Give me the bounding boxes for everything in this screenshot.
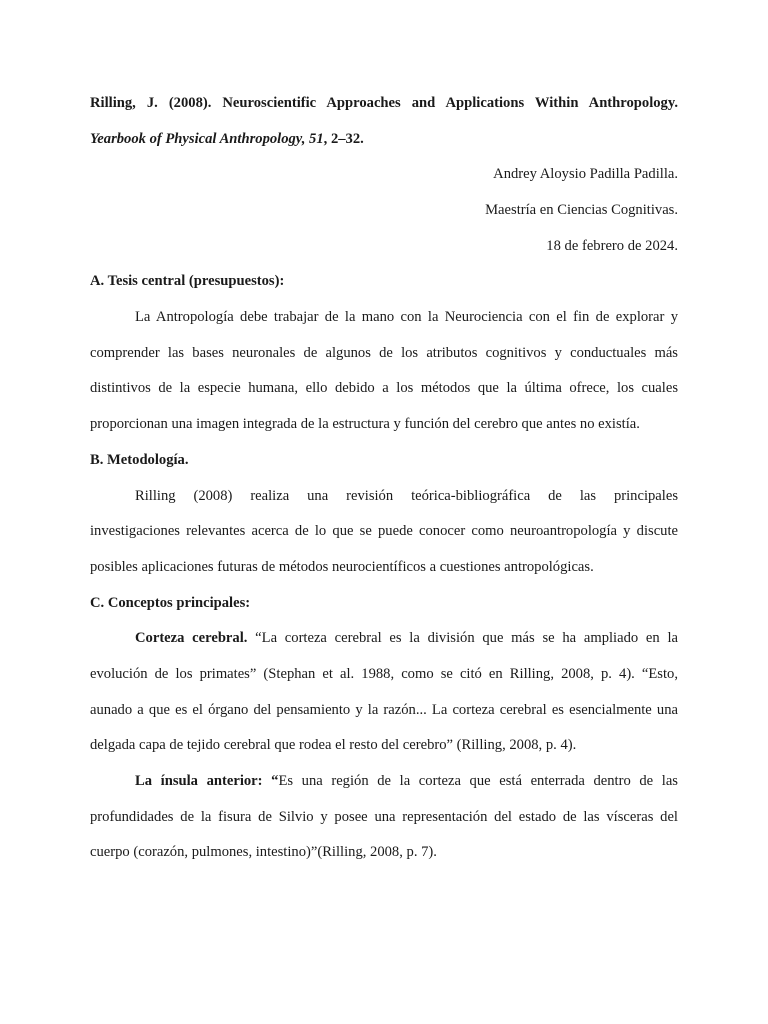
concept-insula-line: profundidades de la fisura de Silvio y posee una representación del estado de las vísceras del bbox=[90, 809, 678, 825]
document-date: 18 de febrero de 2024. bbox=[546, 238, 678, 254]
citation-line: Rilling, J. (2008). Neuroscientific Approaches and Applications Within Anthropology. bbox=[90, 95, 678, 111]
section-b-heading: B. Metodología. bbox=[90, 452, 189, 468]
section-a-paragraph-line: comprender las bases neuronales de algunos de los atributos cognitivos y conductuales más bbox=[90, 345, 678, 361]
concept-corteza-text: “La corteza cerebral es la división que más se ha ampliado en la bbox=[247, 630, 678, 646]
section-a-heading: A. Tesis central (presupuestos): bbox=[90, 273, 285, 289]
concept-corteza-line: delgada capa de tejido cerebral que rodea el resto del cerebro” (Rilling, 2008, p. 4). bbox=[90, 737, 577, 753]
concept-insula-term: La ínsula anterior: “ bbox=[135, 773, 279, 789]
author-name: Andrey Aloysio Padilla Padilla. bbox=[493, 166, 678, 182]
section-a-paragraph-line: La Antropología debe trabajar de la mano con la Neurociencia con el fin de explorar y bbox=[135, 309, 678, 325]
concept-corteza-line: aunado a que es el órgano del pensamiento y la razón... La corteza cerebral es esencialmente una bbox=[90, 702, 678, 718]
concept-insula-line: cuerpo (corazón, pulmones, intestino)”(Rilling, 2008, p. 7). bbox=[90, 844, 437, 860]
section-b-paragraph-line: investigaciones relevantes acerca de lo que se puede conocer como neuroantropología y discute bbox=[90, 523, 678, 539]
concept-corteza-term: Corteza cerebral. bbox=[135, 630, 248, 646]
concept-insula-text: Es una región de la corteza que está enterrada dentro de las bbox=[278, 773, 678, 789]
section-c-heading: C. Conceptos principales: bbox=[90, 595, 251, 611]
section-a-paragraph-line: proporcionan una imagen integrada de la estructura y función del cerebro que antes no existía. bbox=[90, 416, 640, 432]
citation-journal-line bbox=[90, 129, 678, 149]
concept-corteza-first-line bbox=[135, 628, 678, 648]
citation-pages: , 2–32. bbox=[323, 131, 364, 147]
concept-insula-first-line bbox=[135, 771, 678, 791]
program-name: Maestría en Ciencias Cognitivas. bbox=[485, 202, 678, 218]
section-b-paragraph-line: posibles aplicaciones futuras de métodos neurocientíficos a cuestiones antropológicas. bbox=[90, 559, 594, 575]
section-a-paragraph-line: distintivos de la especie humana, ello debido a los métodos que la última ofrece, los cuales bbox=[90, 380, 678, 396]
concept-corteza-line: evolución de los primates” (Stephan et al. 1988, como se citó en Rilling, 2008, p. 4). “Esto, bbox=[90, 666, 678, 682]
citation-journal: Yearbook of Physical Anthropology, 51 bbox=[90, 131, 324, 147]
section-b-paragraph-line: Rilling (2008) realiza una revisión teórica-bibliográfica de las principales bbox=[135, 488, 678, 504]
